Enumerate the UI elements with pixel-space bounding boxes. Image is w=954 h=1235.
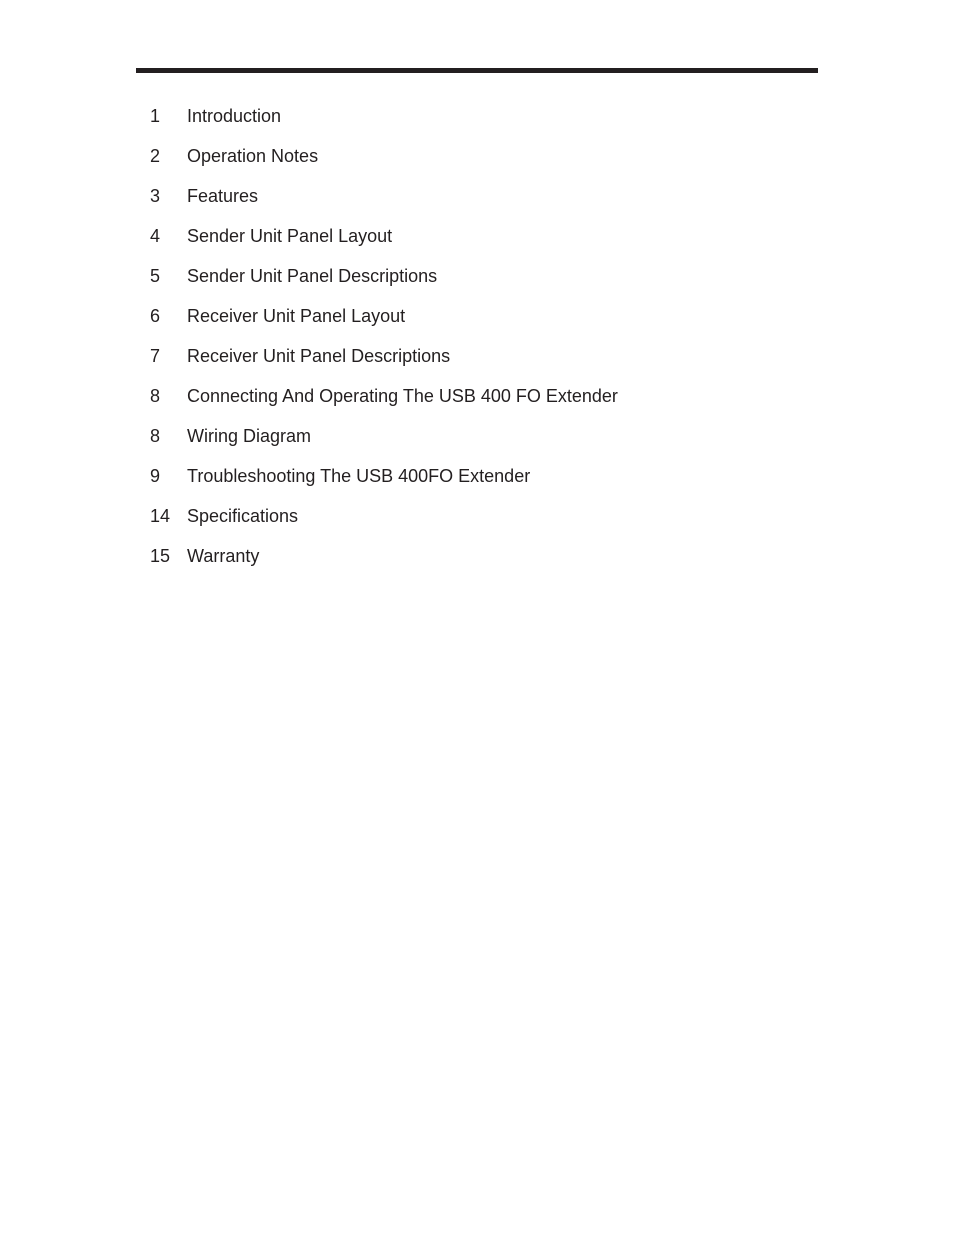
toc-page-number: 7 bbox=[150, 346, 161, 366]
toc-entry[interactable] bbox=[150, 544, 618, 584]
toc-page-number: 1 bbox=[150, 106, 161, 126]
toc-page-number: 5 bbox=[150, 266, 161, 286]
toc-entry[interactable] bbox=[150, 144, 618, 184]
toc-title: Receiver Unit Panel Layout bbox=[187, 306, 406, 326]
toc-title: Connecting And Operating The USB 400 FO Extender bbox=[187, 386, 618, 406]
toc-entry[interactable] bbox=[150, 304, 618, 344]
toc-entry[interactable] bbox=[150, 224, 618, 264]
toc-page-number: 4 bbox=[150, 226, 161, 246]
toc-page-number: 8 bbox=[150, 426, 161, 446]
toc-title: Features bbox=[187, 186, 259, 206]
toc-page-number: 6 bbox=[150, 306, 161, 326]
toc-entry[interactable] bbox=[150, 424, 618, 464]
toc-page-number: 14 bbox=[150, 506, 171, 526]
toc-page-number: 3 bbox=[150, 186, 161, 206]
toc-page-number: 2 bbox=[150, 146, 161, 166]
toc-title: Specifications bbox=[187, 506, 299, 526]
toc-entry[interactable] bbox=[150, 344, 618, 384]
toc-page-number: 15 bbox=[150, 546, 171, 566]
toc-entry[interactable] bbox=[150, 464, 618, 504]
toc-title: Receiver Unit Panel Descriptions bbox=[187, 346, 451, 366]
top-rule bbox=[136, 68, 818, 73]
toc-title: Sender Unit Panel Layout bbox=[187, 226, 393, 246]
toc-title: Warranty bbox=[187, 546, 260, 566]
toc-page-number: 9 bbox=[150, 466, 161, 486]
toc-page-number: 8 bbox=[150, 386, 161, 406]
toc-entry[interactable] bbox=[150, 104, 618, 144]
toc-title: Wiring Diagram bbox=[187, 426, 312, 446]
toc-entry[interactable] bbox=[150, 504, 618, 544]
toc-title: Introduction bbox=[187, 106, 282, 126]
toc-entry[interactable] bbox=[150, 384, 618, 424]
toc-title: Troubleshooting The USB 400FO Extender bbox=[187, 466, 531, 486]
toc-entry[interactable] bbox=[150, 184, 618, 224]
toc-title: Operation Notes bbox=[187, 146, 319, 166]
table-of-contents bbox=[150, 104, 618, 584]
toc-title: Sender Unit Panel Descriptions bbox=[187, 266, 438, 286]
toc-entry[interactable] bbox=[150, 264, 618, 304]
